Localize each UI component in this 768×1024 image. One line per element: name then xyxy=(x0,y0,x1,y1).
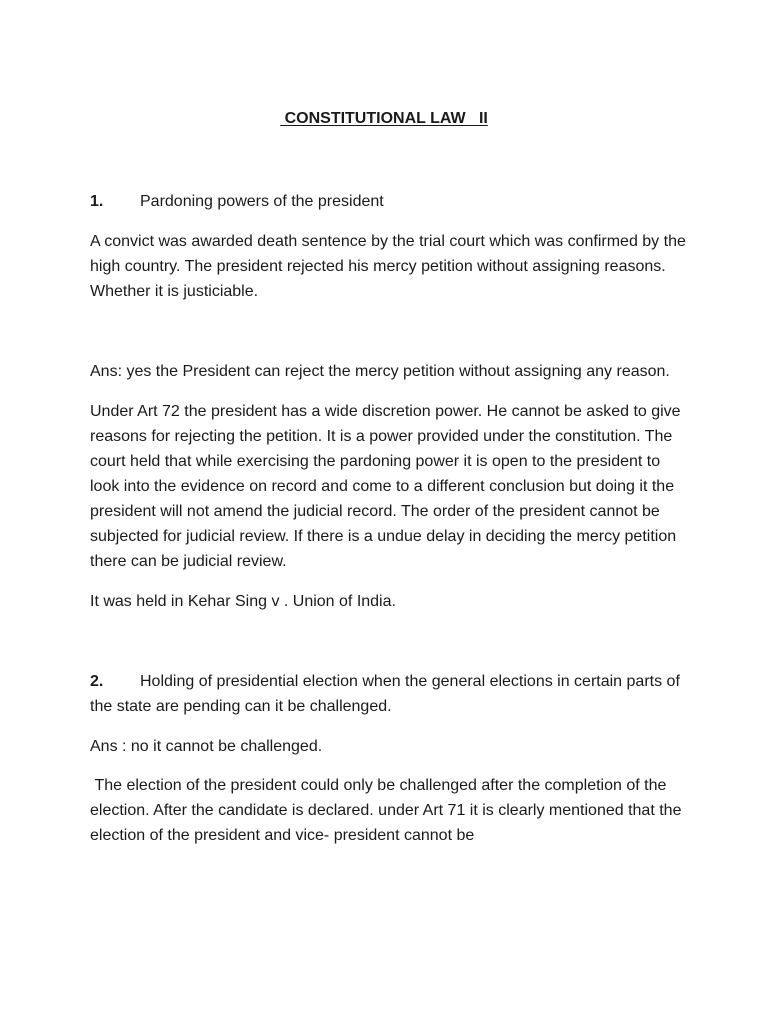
question-title: Holding of presidential election when the general elections in certain parts of the state are pending can it be challenged. xyxy=(90,673,680,715)
document-body xyxy=(90,189,690,848)
question-number: 2. xyxy=(90,673,104,690)
question-2-explanation: The election of the president could only be challenged after the completion of the election. After the candidate is declared. under Art 71 it is clearly mentioned that the election of the president and vice- president cannot be xyxy=(90,777,686,844)
question-1-answer: Ans: yes the President can reject the mercy petition without assigning any reason. xyxy=(90,363,670,380)
question-1-explanation: Under Art 72 the president has a wide discretion power. He cannot be asked to give reasons for rejecting the petition. It is a power provided under the constitution. The court held that while exercising the pardoning power it is open to the president to look into the evidence on record and come to a different conclusion but doing it the president will not amend the judicial record. The order of the president cannot be subjected for judicial review. If there is a undue delay in deciding the mercy petition there can be judicial review. xyxy=(90,403,681,570)
document-title-text: CONSTITUTIONAL LAW II xyxy=(280,110,488,127)
question-1-case-reference: It was held in Kehar Sing v . Union of India. xyxy=(90,593,396,610)
document-title xyxy=(0,109,768,129)
question-1-prompt: A convict was awarded death sentence by the trial court which was confirmed by the high country. The president rejected his mercy petition without assigning reasons. Whether it is justiciable. xyxy=(90,233,686,300)
question-title: Pardoning powers of the president xyxy=(140,193,384,210)
question-1-heading xyxy=(90,189,690,214)
question-2-answer: Ans : no it cannot be challenged. xyxy=(90,738,323,755)
question-number: 1. xyxy=(90,193,104,210)
